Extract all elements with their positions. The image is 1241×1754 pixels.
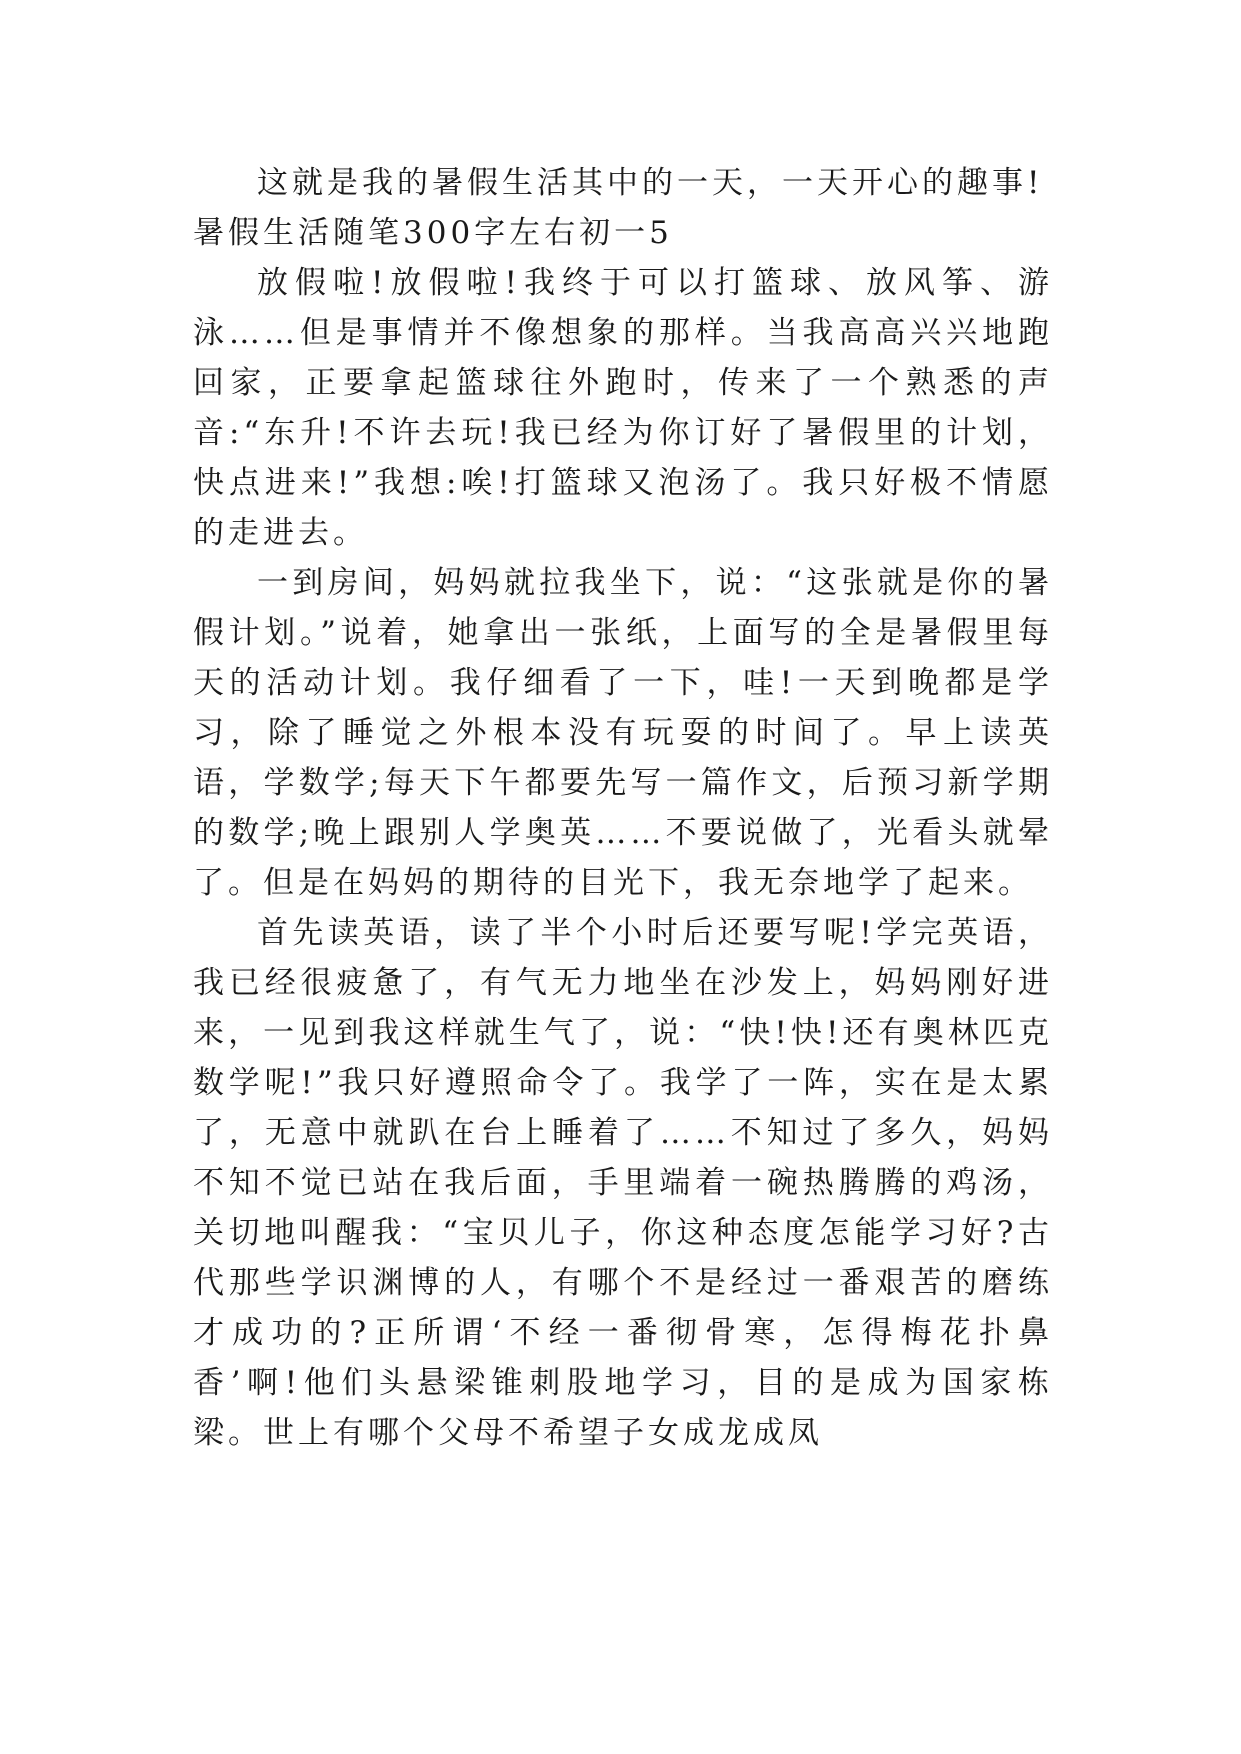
document-body — [193, 158, 1053, 1458]
section-title: 暑假生活随笔300字左右初一5 — [193, 215, 673, 251]
body-paragraph-3: 首先读英语，读了半个小时后还要写呢!学完英语，我已经很疲惫了，有气无力地坐在沙发上，妈妈刚好进来，一见到我这样就生气了，说：“快!快!还有奥林匹克数学呢!”我只好遵照命令了。我学了一阵，实在是太累了，无意中就趴在台上睡着了……不知过了多久，妈妈不知不觉已站在我后面，手里端着一碗热腾腾的鸡汤，关切地叫醒我：“宝贝儿子，你这种态度怎能学习好?古代那些学识渊博的人，有哪个不是经过一番艰苦的磨练才成功的?正所谓‘不经一番彻骨寒，怎得梅花扑鼻香’啊!他们头悬梁锥刺股地学习，目的是成为国家栋梁。世上有哪个父母不希望子女成龙成凤 — [193, 915, 1053, 1451]
body-paragraph-2: 一到房间，妈妈就拉我坐下，说：“这张就是你的暑假计划。”说着，她拿出一张纸，上面写的全是暑假里每天的活动计划。我仔细看了一下，哇!一天到晚都是学习，除了睡觉之外根本没有玩耍的时间了。早上读英语，学数学;每天下午都要先写一篇作文，后预习新学期的数学;晚上跟别人学奥英……不要说做了，光看头就晕了。但是在妈妈的期待的目光下，我无奈地学了起来。 — [193, 565, 1053, 901]
intro-paragraph: 这就是我的暑假生活其中的一天，一天开心的趣事! — [257, 165, 1044, 201]
body-paragraph-1: 放假啦!放假啦!我终于可以打篮球、放风筝、游泳……但是事情并不像想象的那样。当我高高兴兴地跑回家，正要拿起篮球往外跑时，传来了一个熟悉的声音:“东升!不许去玩!我已经为你订好了暑假里的计划，快点进来!”我想:唉!打篮球又泡汤了。我只好极不情愿的走进去。 — [193, 265, 1053, 551]
